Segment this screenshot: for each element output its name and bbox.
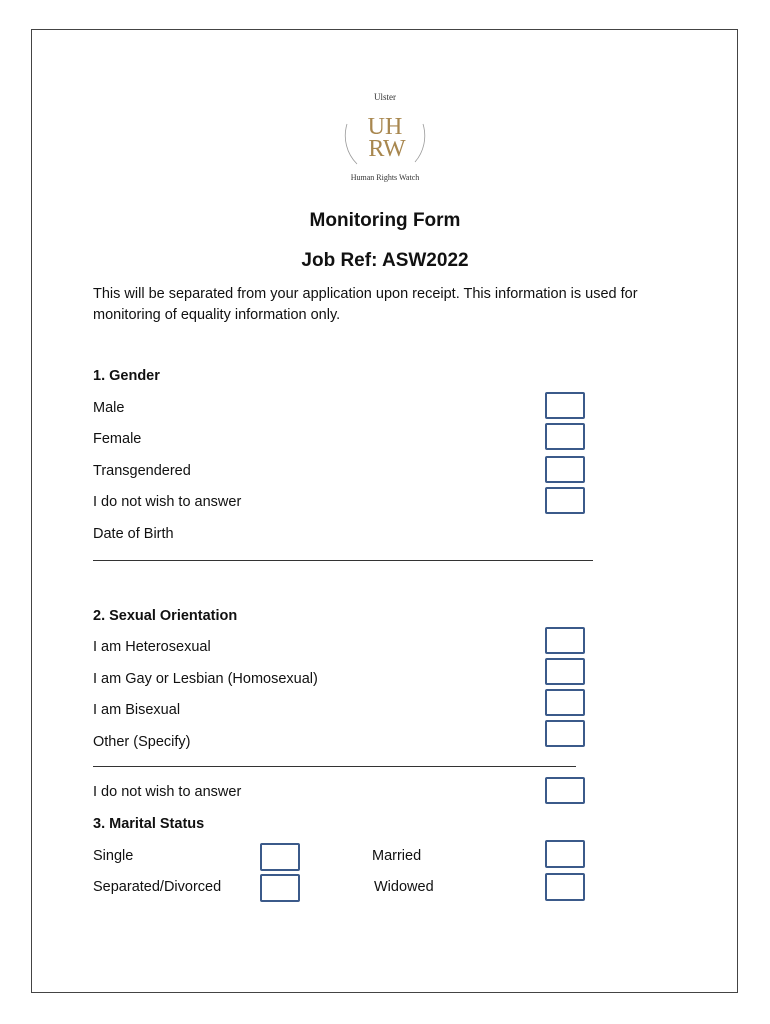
checkbox-separated[interactable] xyxy=(260,874,300,902)
gender-option-label: I do not wish to answer xyxy=(93,494,242,510)
orientation-no-answer-label: I do not wish to answer xyxy=(93,784,242,800)
checkbox-single[interactable] xyxy=(260,843,300,871)
orientation-option-label: I am Heterosexual xyxy=(93,639,211,655)
checkbox-bisexual[interactable] xyxy=(545,689,585,716)
checkbox-gender-no-answer[interactable] xyxy=(545,487,585,514)
checkbox-married[interactable] xyxy=(545,840,585,868)
uhrw-logo xyxy=(335,86,435,186)
logo-monogram-top: UH xyxy=(367,114,403,140)
orientation-option-label: I am Gay or Lesbian (Homosexual) xyxy=(93,671,318,687)
checkbox-widowed[interactable] xyxy=(545,873,585,901)
orientation-option-label: I am Bisexual xyxy=(93,702,181,718)
gender-option-label: Transgendered xyxy=(93,463,191,479)
checkbox-female[interactable] xyxy=(545,423,585,450)
dob-input-line[interactable] xyxy=(93,560,593,561)
logo-monogram-bottom: RW xyxy=(368,136,406,162)
logo-bottom-text: Human Rights Watch xyxy=(350,173,420,182)
checkbox-heterosexual[interactable] xyxy=(545,627,585,654)
gender-option-label: Female xyxy=(93,431,142,447)
orientation-heading: 2. Sexual Orientation xyxy=(93,608,238,624)
orientation-option-label: Other (Specify) xyxy=(93,734,191,750)
logo-top-text: Ulster xyxy=(374,92,396,102)
checkbox-transgendered[interactable] xyxy=(545,456,585,483)
single-label: Single xyxy=(93,848,134,864)
checkbox-homosexual[interactable] xyxy=(545,658,585,685)
checkbox-other[interactable] xyxy=(545,720,585,747)
marital-heading: 3. Marital Status xyxy=(93,816,205,832)
widowed-label: Widowed xyxy=(374,879,434,895)
checkbox-orientation-no-answer[interactable] xyxy=(545,777,585,804)
gender-option-label: Male xyxy=(93,400,125,416)
checkbox-male[interactable] xyxy=(545,392,585,419)
married-label: Married xyxy=(372,848,422,864)
dob-label: Date of Birth xyxy=(93,526,174,542)
intro-text: This will be separated from your application upon receipt. This information is used for monitoring of equality information only. xyxy=(93,286,638,323)
separated-label: Separated/Divorced xyxy=(93,879,222,895)
other-specify-line[interactable] xyxy=(93,766,576,767)
gender-heading: 1. Gender xyxy=(93,368,160,384)
page-title: Monitoring Form xyxy=(309,210,461,231)
job-ref: Job Ref: ASW2022 xyxy=(301,250,469,271)
